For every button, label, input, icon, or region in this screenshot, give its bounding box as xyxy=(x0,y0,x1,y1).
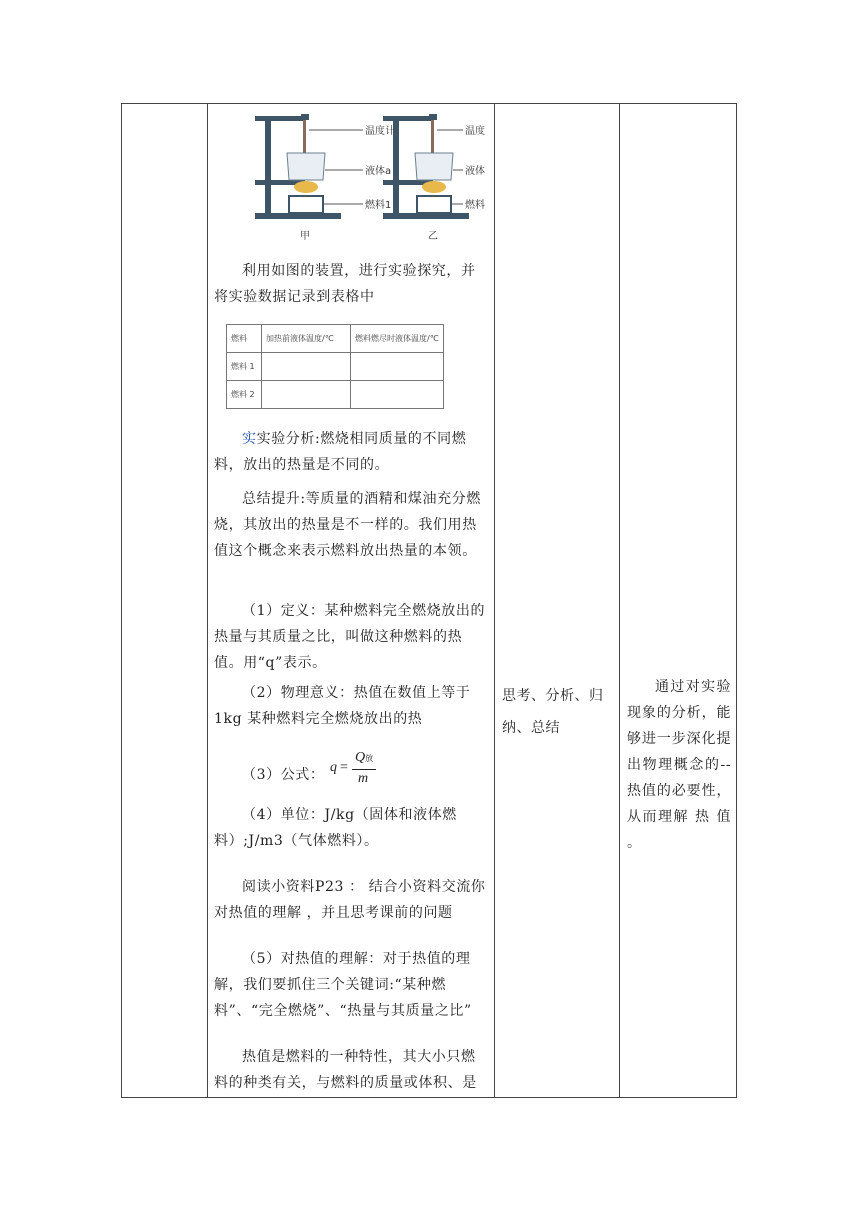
student-activity-text: 思考、分析、归纳、总结 xyxy=(502,688,604,736)
closing-paragraph: 热值是燃料的一种特性，其大小只燃料的种类有关，与燃料的质量或体积、是 xyxy=(214,1049,477,1091)
table-cell: 燃料 2 xyxy=(227,381,262,409)
data-record-table xyxy=(226,324,444,409)
table-header: 燃料 xyxy=(227,325,262,353)
summary-paragraph: 总结提升:等质量的酒精和煤油充分燃烧，其放出的热量是不一样的。我们用热值这个概念来表示燃料放出热量的本领。 xyxy=(214,491,481,559)
fuel-label: 燃料1 xyxy=(365,200,392,211)
table-header: 加热前液体温度/℃ xyxy=(262,325,351,353)
analysis-prefix: 实 xyxy=(242,431,257,447)
unit-paragraph: （4）单位：J/kg（固体和液体燃料）;J/m3（气体燃料）。 xyxy=(214,807,457,849)
table-cell xyxy=(262,381,351,409)
understanding-paragraph: （5）对热值的理解：对于热值的理解，我们要抓住三个关键词:“某种燃料”、“完全燃烧”、“热量与其质量之比” xyxy=(214,951,472,1019)
column-divider xyxy=(207,104,208,1097)
analysis-text: 实验分析:燃烧相同质量的不同燃料，放出的热量是不同的。 xyxy=(214,431,467,473)
figure-caption-a: 甲 xyxy=(300,231,310,242)
table-header: 燃料燃尽时液体温度/℃ xyxy=(351,325,444,353)
fuel-label: 燃料 xyxy=(465,200,485,211)
table-cell xyxy=(351,381,444,409)
intro-paragraph: 利用如图的装置，进行实验探究，并将实验数据记录到表格中 xyxy=(214,263,476,305)
fraction-bar xyxy=(352,769,376,770)
experiment-apparatus-figure xyxy=(245,108,505,243)
design-intent-text: 通过对实验现象的分析，能够进一步深化提出物理概念的--热值的必要性，从而理解 热 值 。 xyxy=(627,679,731,851)
formula-numerator: Q放 xyxy=(355,750,374,765)
thermometer-label: 温度 xyxy=(465,126,485,137)
formula-label: （3）公式： xyxy=(242,767,325,783)
liquid-label: 液体 xyxy=(465,166,485,177)
meaning-paragraph: （2）物理意义：热值在数值上等于1kg 某种燃料完全燃烧放出的热 xyxy=(214,685,471,727)
column-divider xyxy=(494,104,495,1097)
figure-caption-b: 乙 xyxy=(428,231,438,242)
formula-lhs: q xyxy=(330,760,337,775)
table-header-row xyxy=(227,325,444,353)
reading-paragraph: 阅读小资料P23 ： 结合小资料交流你对热值的理解 ，并且思考课前的问题 xyxy=(214,879,486,921)
table-row xyxy=(227,353,444,381)
table-cell: 燃料 1 xyxy=(227,353,262,381)
formula-denominator: m xyxy=(358,771,369,786)
column-divider xyxy=(619,104,620,1097)
liquid-label: 液体a xyxy=(365,166,392,177)
table-row xyxy=(227,381,444,409)
heat-value-formula xyxy=(330,750,390,790)
table-cell xyxy=(262,353,351,381)
analysis-paragraph xyxy=(214,426,490,478)
table-cell xyxy=(351,353,444,381)
definition-paragraph: （1）定义：某种燃料完全燃烧放出的热量与其质量之比，叫做这种燃料的热值。用“q”表示。 xyxy=(214,603,486,671)
formula-equals: = xyxy=(340,760,348,775)
thermometer-label: 温度计 xyxy=(365,126,395,137)
